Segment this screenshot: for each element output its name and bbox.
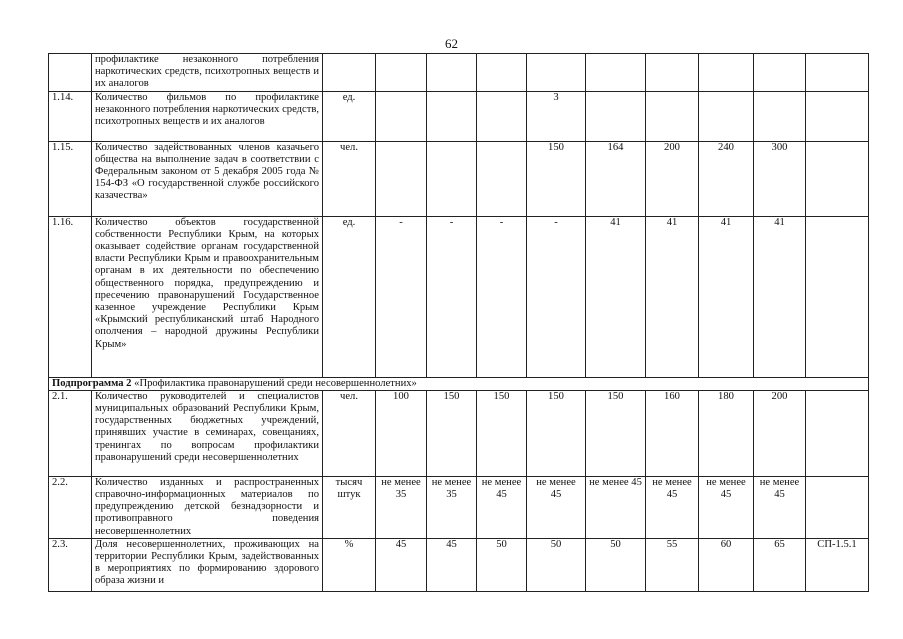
value-cell: не менее 45 (699, 476, 754, 538)
value-cell (376, 141, 427, 216)
row-number: 2.3. (49, 538, 92, 591)
reference-cell (806, 54, 869, 92)
value-cell (477, 54, 527, 92)
reference-cell (806, 216, 869, 377)
value-cell: не менее 45 (646, 476, 699, 538)
unit-cell: чел. (323, 390, 376, 476)
value-cell: 60 (699, 538, 754, 591)
table-row (49, 141, 869, 216)
value-cell (427, 91, 477, 141)
value-cell: 150 (586, 390, 646, 476)
reference-cell (806, 141, 869, 216)
value-cell: 50 (527, 538, 586, 591)
value-cell: 150 (527, 390, 586, 476)
value-cell (477, 141, 527, 216)
table-row (49, 91, 869, 141)
value-cell (646, 54, 699, 92)
value-cell (586, 54, 646, 92)
reference-cell: СП-1.5.1 (806, 538, 869, 591)
value-cell (646, 91, 699, 141)
value-cell: не менее 45 (477, 476, 527, 538)
value-cell (376, 91, 427, 141)
value-cell (754, 91, 806, 141)
value-cell: - (527, 216, 586, 377)
value-cell: 3 (527, 91, 586, 141)
table-row (49, 538, 869, 591)
value-cell: не менее 45 (586, 476, 646, 538)
value-cell (427, 54, 477, 92)
unit-cell (323, 54, 376, 92)
unit-cell: % (323, 538, 376, 591)
indicator-description: Доля несовершеннолетних, проживающих на территории Республики Крым, задействованных в мероприятиях по формированию здорового образа жизни и (92, 538, 323, 591)
value-cell: 50 (586, 538, 646, 591)
indicator-description: Количество фильмов по профилактике незаконного потребления наркотических средств, психотропных веществ и их аналогов (92, 91, 323, 141)
value-cell: 300 (754, 141, 806, 216)
value-cell: 41 (754, 216, 806, 377)
row-number: 1.16. (49, 216, 92, 377)
indicator-description: Количество изданных и распространенных справочно-информационных материалов по предупреждению детской безнадзорности и противоправного поведения несовершеннолетних (92, 476, 323, 538)
value-cell: 164 (586, 141, 646, 216)
value-cell: - (376, 216, 427, 377)
value-cell: 41 (586, 216, 646, 377)
reference-cell (806, 91, 869, 141)
indicators-table (48, 53, 869, 592)
value-cell: 55 (646, 538, 699, 591)
value-cell: 100 (376, 390, 427, 476)
reference-cell (806, 390, 869, 476)
page-number: 62 (445, 36, 458, 51)
value-cell: не менее 45 (754, 476, 806, 538)
row-number: 2.1. (49, 390, 92, 476)
table-row (49, 216, 869, 377)
value-cell: 41 (699, 216, 754, 377)
value-cell: не менее 35 (427, 476, 477, 538)
value-cell: 240 (699, 141, 754, 216)
reference-cell (806, 476, 869, 538)
indicator-description: Количество руководителей и специалистов муниципальных образований Республики Крым, государственных бюджетных учреждений, принявших участие в семинарах, совещаниях, тренингах по вопросам профилактики правонарушений среди несовершеннолетних (92, 390, 323, 476)
value-cell: - (477, 216, 527, 377)
value-cell (754, 54, 806, 92)
unit-cell: ед. (323, 216, 376, 377)
value-cell (699, 91, 754, 141)
value-cell: - (427, 216, 477, 377)
value-cell: 50 (477, 538, 527, 591)
row-number: 1.15. (49, 141, 92, 216)
value-cell: 150 (477, 390, 527, 476)
value-cell: 150 (427, 390, 477, 476)
value-cell (376, 54, 427, 92)
table-row (49, 390, 869, 476)
unit-cell: чел. (323, 141, 376, 216)
value-cell: 150 (527, 141, 586, 216)
unit-cell: ед. (323, 91, 376, 141)
indicator-description: Количество объектов государственной собственности Республики Крым, на которых оказывает содействие органам государственной власти Республики Крым и правоохранительным органам в их деятельности по обеспечению общественного порядка, предупреждению и пресечению правонарушений Государственное казенное учреждение Республики Крым «Крымский республиканский штаб Народного ополчения – народной дружины Республики Крым» (92, 216, 323, 377)
row-number (49, 54, 92, 92)
row-number: 2.2. (49, 476, 92, 538)
subprogram-name: «Профилактика правонарушений среди несовершеннолетних» (134, 377, 417, 389)
value-cell: 180 (699, 390, 754, 476)
subprogram-title (49, 377, 869, 390)
subprogram-row (49, 377, 869, 390)
value-cell: 45 (427, 538, 477, 591)
value-cell (586, 91, 646, 141)
value-cell: 160 (646, 390, 699, 476)
value-cell: 200 (646, 141, 699, 216)
table-row (49, 476, 869, 538)
table-row (49, 54, 869, 92)
value-cell: не менее 35 (376, 476, 427, 538)
subprogram-label: Подпрограмма 2 (52, 377, 132, 389)
indicator-description: Количество задействованных членов казачьего общества на выполнение задач в соответствии с Федеральным законом от 5 декабря 2005 года № 154-ФЗ «О государственной службе российского казачества» (92, 141, 323, 216)
value-cell (477, 91, 527, 141)
indicator-description: профилактике незаконного потребления наркотических средств, психотропных веществ и их аналогов (92, 54, 323, 92)
unit-cell: тысяч штук (323, 476, 376, 538)
row-number: 1.14. (49, 91, 92, 141)
value-cell: 45 (376, 538, 427, 591)
value-cell (527, 54, 586, 92)
value-cell: 200 (754, 390, 806, 476)
value-cell: 65 (754, 538, 806, 591)
value-cell: не менее 45 (527, 476, 586, 538)
value-cell (427, 141, 477, 216)
value-cell: 41 (646, 216, 699, 377)
value-cell (699, 54, 754, 92)
